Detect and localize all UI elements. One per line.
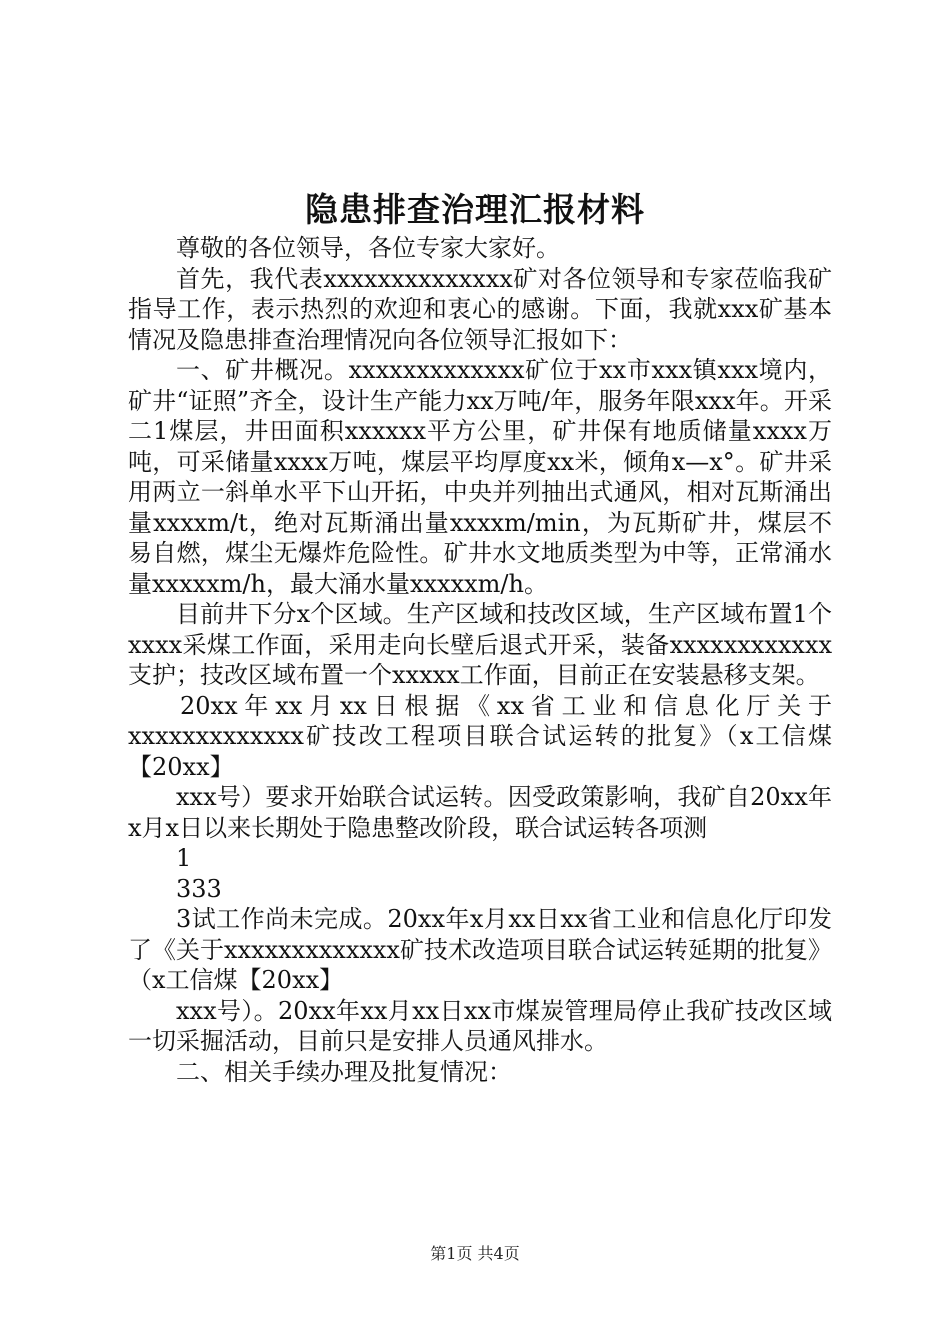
document-body — [128, 233, 832, 1087]
page-footer: 第1页 共4页 — [430, 1244, 520, 1263]
paragraph-intro: 首先，我代表xxxxxxxxxxxxxx矿对各位领导和专家莅临我矿指导工作，表示热烈的欢迎和衷心的感谢。下面，我就xxx矿基本情况及隐患排查治理情况向各位领导汇报如下： — [128, 264, 832, 354]
document-title: 隐患排查治理汇报材料 — [305, 190, 645, 229]
stray-number-333: 333 — [176, 874, 222, 903]
paragraph-mine-overview: 一、矿井概况。xxxxxxxxxxxxx矿位于xx市xxx镇xxx境内，矿井“证照”齐全，设计生产能力xx万吨/年，服务年限xxx年。开采二1煤层，井田面积xxxxxx平方公里，矿井保有地质储量xxxx万吨，可采储量xxxx万吨，煤层平均厚度xx米，倾角x—x°。矿井采用两立一斜单水平下山开拓，中央并列抽出式通风，相对瓦斯涌出量xxxxm/t，绝对瓦斯涌出量xxxxm/min，为瓦斯矿井，煤层不易自燃，煤尘无爆炸危险性。矿井水文地质类型为中等，正常涌水量xxxxxm/h，最大涌水量xxxxxm/h。 — [128, 356, 832, 598]
paragraph-suspension: xxx号）。20xx年xx月xx日xx市煤炭管理局停止我矿技改区域一切采掘活动，目前只是安排人员通风排水。 — [128, 996, 832, 1055]
stray-number-1: 1 — [176, 844, 192, 872]
section-heading-procedures: 二、相关手续办理及批复情况： — [176, 1057, 512, 1086]
paragraph-approval: 20xx年xx月xx日根据《xx省工业和信息化厅关于xxxxxxxxxxxxx矿技改工程项目联合试运转的批复》（x工信煤【20xx】 — [128, 691, 832, 781]
paragraph-extension: 3试工作尚未完成。20xx年x月xx日xx省工业和信息化厅印发了《关于xxxxxxxxxxxxx矿技术改造项目联合试运转延期的批复》（x工信煤【20xx】 — [128, 905, 832, 994]
paragraph-trial-operation: xxx号）要求开始联合试运转。因受政策影响，我矿自20xx年x月x日以来长期处于隐患整改阶段，联合试运转各项测 — [128, 783, 832, 842]
paragraph-underground-areas: 目前井下分x个区域。生产区域和技改区域，生产区域布置1个xxxx采煤工作面，采用走向长壁后退式开采，装备xxxxxxxxxxxx支护；技改区域布置一个xxxxx工作面，目前正在安装悬移支架。 — [128, 600, 832, 689]
paragraph-greeting: 尊敬的各位领导，各位专家大家好。 — [176, 234, 560, 262]
